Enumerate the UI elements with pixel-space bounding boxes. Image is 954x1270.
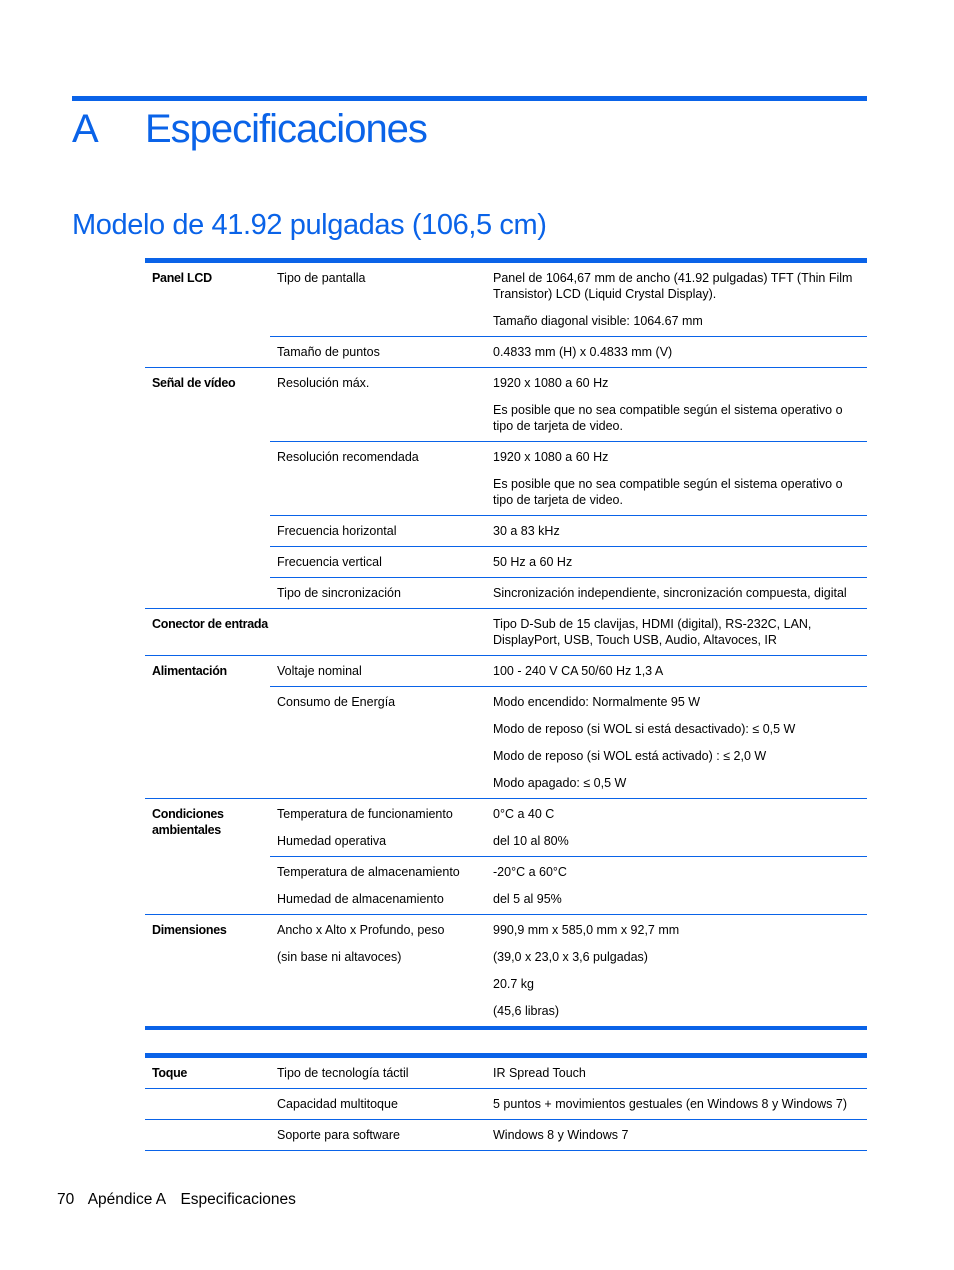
spec-value: 1920 x 1080 a 60 Hz [493,376,609,390]
spec-category: Panel LCD [152,271,212,285]
spec-value-cell [486,915,867,1026]
spec-value-cell [486,263,867,336]
spec-value: Modo encendido: Normalmente 95 W [493,695,701,709]
spec-label-cell [270,547,486,577]
spec-category: Alimentación [152,664,227,678]
spec-value: del 10 al 80% [493,834,569,848]
spec-label: Tipo de pantalla [277,271,366,285]
spec-group [145,1088,867,1119]
spec-row [270,1120,867,1150]
spec-row [270,546,867,577]
spec-label-cell [270,799,486,856]
spec-value-cell [486,1058,867,1088]
spec-label: Tamaño de puntos [277,345,380,359]
spec-label-cell [270,578,486,608]
spec-label-cell [270,442,486,515]
spec-label: Capacidad multitoque [277,1097,398,1111]
spec-rows [270,609,867,655]
spec-label: Temperatura de funcionamiento [277,807,453,821]
spec-group [145,608,867,655]
spec-row [270,915,867,1026]
spec-label-cell [270,609,486,655]
spec-label-cell [270,516,486,546]
spec-label: Tipo de tecnología táctil [277,1066,409,1080]
spec-label: Soporte para software [277,1128,400,1142]
spec-value: 30 a 83 kHz [493,524,560,538]
spec-row [270,686,867,798]
spec-label: Frecuencia vertical [277,555,382,569]
chapter-letter: A [72,107,99,151]
spec-category: Dimensiones [152,923,227,937]
spec-value: 50 Hz a 60 Hz [493,555,573,569]
spec-value: Modo de reposo (si WOL si está desactivado): ≤ 0,5 W [493,722,796,736]
spec-value-cell [486,442,867,515]
spec-group [145,1058,867,1088]
spec-value: 0.4833 mm (H) x 0.4833 mm (V) [493,345,673,359]
spec-label-cell [270,1120,486,1150]
chapter-rule [72,96,867,101]
spec-value: del 5 al 95% [493,892,562,906]
footer-appendix: Apéndice A [87,1191,167,1208]
spec-value: 20.7 kg [493,977,535,991]
spec-label-cell [270,337,486,367]
spec-value: IR Spread Touch [493,1066,586,1080]
spec-category [145,1120,270,1150]
spec-value-cell [486,368,867,441]
spec-row [270,799,867,856]
spec-value: Modo apagado: ≤ 0,5 W [493,776,627,790]
spec-value: 100 - 240 V CA 50/60 Hz 1,3 A [493,664,664,678]
spec-label: Voltaje nominal [277,664,362,678]
spec-group [145,798,867,914]
footer-title: Especificaciones [180,1191,296,1208]
spec-group [145,263,867,367]
spec-label: Humedad de almacenamiento [277,892,444,906]
table-bottom-rule [145,1026,867,1030]
spec-value: Panel de 1064,67 mm de ancho (41.92 pulgadas) TFT (Thin Film Transistor) LCD (Liquid Crystal Display). [493,271,853,301]
spec-group [145,655,867,798]
spec-label: Frecuencia horizontal [277,524,397,538]
page-number: 70 [57,1191,75,1208]
spec-group [145,914,867,1026]
spec-row [270,515,867,546]
spec-rows [270,1058,867,1088]
spec-value: Modo de reposo (si WOL está activado) : ≤ 2,0 W [493,749,767,763]
spec-label-cell [270,368,486,441]
spec-row [270,1089,867,1119]
page-footer [57,1190,306,1210]
spec-label: (sin base ni altavoces) [277,950,402,964]
spec-label-cell [270,263,486,336]
spec-value-cell [486,337,867,367]
spec-label: Resolución recomendada [277,450,419,464]
spec-value: 990,9 mm x 585,0 mm x 92,7 mm [493,923,680,937]
spec-value: Es posible que no sea compatible según el sistema operativo o tipo de tarjeta de video. [493,403,843,433]
spec-category: Condiciones ambientales [152,807,224,837]
touch-specs-table [145,1053,867,1151]
spec-row [270,856,867,914]
spec-value: Windows 8 y Windows 7 [493,1128,629,1142]
spec-rows [270,915,867,1026]
spec-row [270,577,867,608]
spec-rows [270,1120,867,1150]
spec-label-cell [270,687,486,798]
spec-row [270,441,867,515]
spec-row [270,656,867,686]
spec-category: Conector de entrada [152,617,268,631]
spec-value: 5 puntos + movimientos gestuales (en Windows 8 y Windows 7) [493,1097,847,1111]
spec-label: Temperatura de almacenamiento [277,865,460,879]
spec-value-cell [486,1120,867,1150]
spec-value: (39,0 x 23,0 x 3,6 pulgadas) [493,950,648,964]
spec-value: 1920 x 1080 a 60 Hz [493,450,609,464]
spec-category: Toque [152,1066,188,1080]
spec-label: Consumo de Energía [277,695,396,709]
spec-category [145,1089,270,1119]
spec-value-cell [486,609,867,655]
spec-label: Tipo de sincronización [277,586,401,600]
spec-value-cell [486,1089,867,1119]
spec-value: -20°C a 60°C [493,865,567,879]
section-title: Modelo de 41.92 pulgadas (106,5 cm) [72,209,547,241]
spec-label-cell [270,915,486,1026]
spec-value: 0°C a 40 C [493,807,555,821]
spec-value: Tipo D-Sub de 15 clavijas, HDMI (digital), RS-232C, LAN, DisplayPort, USB, Touch USB, Audio, Altavoces, IR [493,617,812,647]
specs-table [145,258,867,1030]
spec-label: Resolución máx. [277,376,370,390]
spec-value: (45,6 libras) [493,1004,559,1018]
spec-value: Es posible que no sea compatible según el sistema operativo o tipo de tarjeta de video. [493,477,843,507]
spec-row [270,368,867,441]
spec-row [270,263,867,336]
spec-rows [270,799,867,914]
chapter-title: Especificaciones [145,107,427,151]
spec-value: Sincronización independiente, sincronización compuesta, digital [493,586,847,600]
spec-label: Ancho x Alto x Profundo, peso [277,923,445,937]
spec-value-cell [486,799,867,856]
spec-label-cell [270,1089,486,1119]
spec-row [270,336,867,367]
spec-value-cell [486,857,867,914]
spec-value: Tamaño diagonal visible: 1064.67 mm [493,314,703,328]
spec-group [145,1119,867,1150]
spec-label: Humedad operativa [277,834,387,848]
spec-label-cell [270,1058,486,1088]
spec-value-cell [486,547,867,577]
spec-rows [270,368,867,608]
spec-label-cell [270,857,486,914]
table-end-rule [145,1150,867,1151]
spec-value-cell [486,516,867,546]
spec-rows [270,1089,867,1119]
spec-label-cell [270,656,486,686]
spec-row [270,609,867,655]
spec-value-cell [486,578,867,608]
spec-rows [270,656,867,798]
spec-value-cell [486,656,867,686]
spec-row [270,1058,867,1088]
spec-category: Señal de vídeo [152,376,236,390]
spec-value-cell [486,687,867,798]
spec-group [145,367,867,608]
spec-rows [270,263,867,367]
